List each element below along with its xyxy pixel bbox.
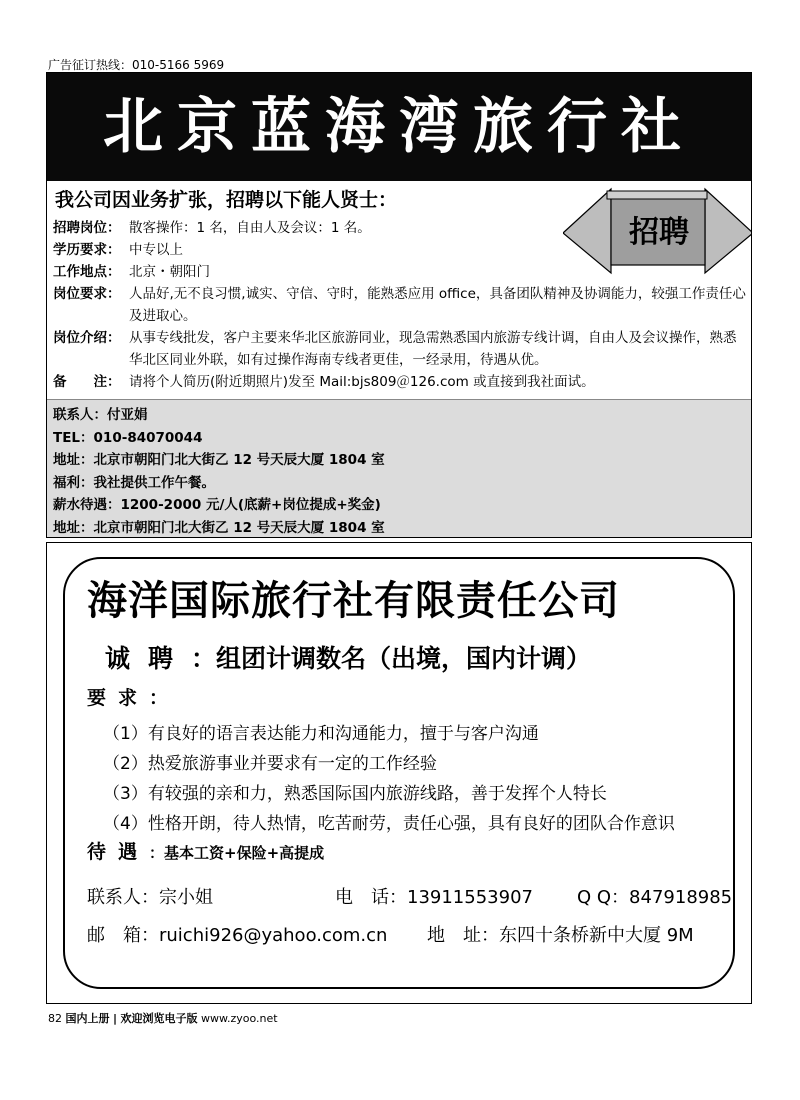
treatment-label: 待遇 [87,841,150,863]
job-row-location [53,261,752,283]
job-details [53,217,752,393]
job-row-notes [53,371,752,393]
row-value: 请将个人简历(附近期照片)发至 Mail:bjs809＠126.com 或直接到我社面试。 [129,374,595,390]
ad-haiyang [46,542,752,1004]
row-value: 散客操作：1 名，自由人及会议：1 名。 [129,220,371,236]
footer-tagline: 欢迎浏览电子版 [120,1012,198,1025]
ad-hotline: 广告征订热线：010-5166 5969 [48,58,225,72]
contact-phone: 电 话：13911553907 [335,887,533,908]
row-label: 岗位要求： [53,286,121,302]
agency-banner: 北京蓝海湾旅行社 [47,73,751,181]
contact-email: 邮 箱：ruichi926@yahoo.com.cn [87,925,388,946]
contact-salary: 薪水待遇：1200-2000 元/人(底薪+岗位提成+奖金) [53,497,381,513]
requirements-label-text: 要求 [87,687,150,709]
footer-section: 国内上册 [65,1012,110,1025]
row-label: 学历要求： [53,242,121,258]
treatment-line [87,837,324,864]
contact-address-2: 地址：北京市朝阳门北大街乙 12 号天辰大厦 1804 室 [53,519,385,536]
row-value: 从事专线批发，客户主要来华北区旅游同业，现急需熟悉国内旅游专线计调，自由人及会议操作，熟悉华北区同业外联，如有过操作海南专线者更佳，一经录用，待遇从优。 [129,330,737,368]
job-row-education [53,239,752,261]
recruit-intro: 我公司因业务扩张，招聘以下能人贤士： [55,189,398,211]
row-value: 北京・朝阳门 [129,264,210,280]
row-value: 中专以上 [129,242,183,258]
contact-person: 联系人：付亚娟 [53,407,148,423]
hire-label: 诚聘 [105,644,192,673]
footer-url: www.zyoo.net [201,1012,278,1025]
requirement-item: （2）热爱旅游事业并要求有一定的工作经验 [103,754,437,774]
ad-rounded-frame [63,557,735,989]
hire-line [105,639,591,675]
row-value: 人品好,无不良习惯,诚实、守信、守时，能熟悉应用 office，具备团队精神及协调能力，较强工作责任心及进取心。 [129,286,746,324]
requirement-item: （4）性格开朗，待人热情，吃苦耐劳，责任心强，具有良好的团队合作意识 [103,814,675,834]
company-title: 海洋国际旅行社有限责任公司 [87,578,620,624]
contact-benefits: 福利：我社提供工作午餐。 [53,474,215,491]
page-number: 82 [48,1012,62,1025]
row-label: 招聘岗位： [53,220,121,236]
requirement-item: （1）有良好的语言表达能力和沟通能力，擅于与客户沟通 [103,724,539,744]
row-label: 岗位介绍： [53,330,121,346]
contact-person: 联系人：宗小姐 [87,887,213,908]
job-row-description [53,327,752,371]
requirement-item: （3）有较强的亲和力，熟悉国际国内旅游线路，善于发挥个人特长 [103,784,607,804]
row-label: 工作地点： [53,264,121,280]
footer-separator: | [113,1012,118,1025]
requirements-list [103,719,675,839]
job-row-position [53,217,752,239]
hire-value: ：组团计调数名（出境，国内计调） [191,644,592,673]
contact-address: 地址：北京市朝阳门北大街乙 12 号天辰大厦 1804 室 [53,452,385,468]
row-label: 备 注： [53,374,121,390]
contact-address: 地 址：东四十条桥新中大厦 9M [427,925,694,946]
requirements-label: 要求： [87,687,181,709]
page-footer [48,1010,278,1026]
contact-box [47,399,751,537]
ad-lanhaiwan [46,72,752,538]
contact-phone: TEL：010-84070044 [53,429,203,446]
job-row-requirements [53,283,752,327]
contact-qq: Q Q：847918985 [577,887,733,908]
treatment-value: ：基本工资+保险+高提成 [149,844,325,862]
recruit-seal-text: 招聘 [629,215,689,250]
